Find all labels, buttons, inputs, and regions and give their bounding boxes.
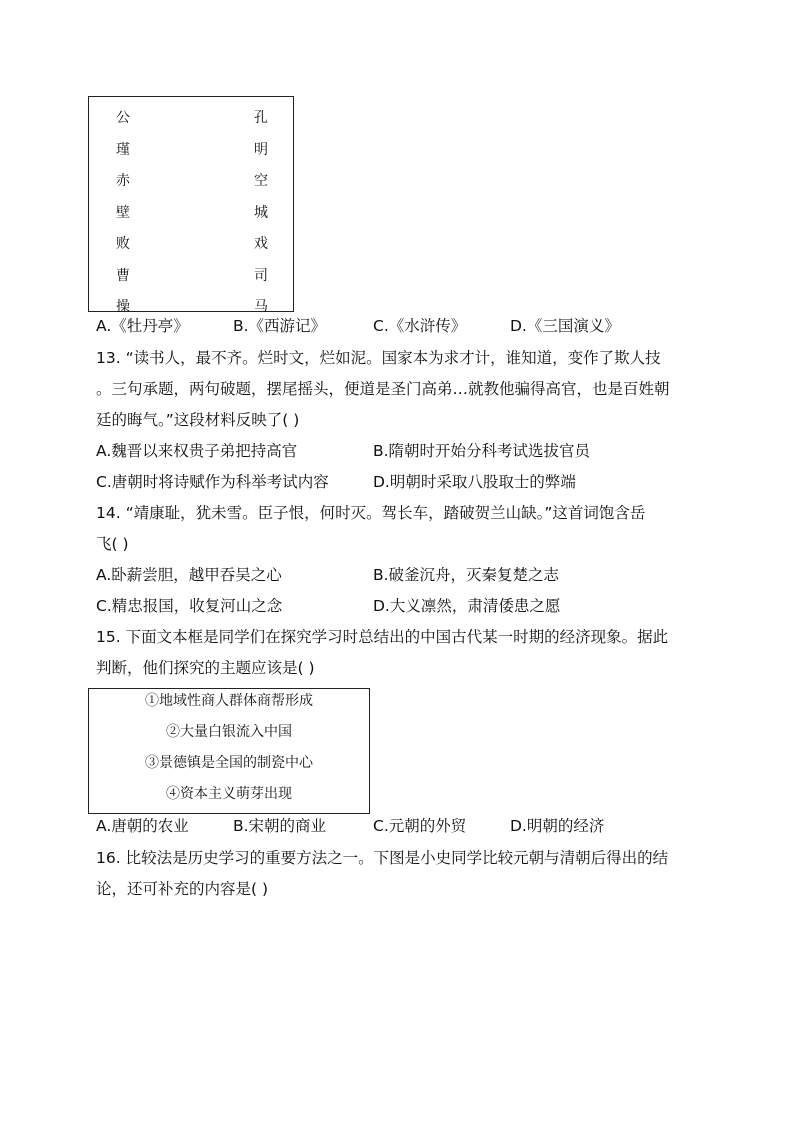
- q13-stem-line2: 。三句承题，两句破题，摆尾摇头，便道是圣门高弟…就教他骗得高官，也是百姓朝: [96, 380, 670, 398]
- couplet-char: 孔: [254, 110, 268, 126]
- couplet-char: 壁: [116, 204, 130, 221]
- couplet-char: 操: [116, 299, 130, 315]
- couplet-char: 公: [116, 110, 130, 126]
- couplet-char: 曹: [116, 267, 130, 284]
- couplet-char: 瑾: [116, 141, 130, 158]
- q12-option-c[interactable]: C.《水浒传》: [373, 317, 467, 335]
- couplet-char: 马: [254, 299, 268, 315]
- q14-option-b[interactable]: B.破釜沉舟，灭秦复楚之志: [373, 566, 560, 584]
- q14-option-d[interactable]: D.大义凛然，肃清倭患之愿: [373, 597, 561, 615]
- q15-option-c[interactable]: C.元朝的外贸: [373, 817, 467, 835]
- q13-option-c[interactable]: C.唐朝时将诗赋作为科举考试内容: [96, 473, 329, 491]
- q14-stem-line2: 飞( ): [96, 535, 129, 553]
- q15-stem-line2: 判断，他们探究的主题应该是( ): [96, 659, 315, 677]
- q13-option-a[interactable]: A.魏晋以来权贵子弟把持高官: [96, 442, 298, 460]
- q14-stem-line1: 14. “靖康耻，犹未雪。臣子恨，何时灭。驾长车，踏破贺兰山缺。”这首词饱含岳: [96, 504, 646, 522]
- q15-option-b[interactable]: B.宋朝的商业: [233, 817, 327, 835]
- q14-option-c[interactable]: C.精忠报国，收复河山之念: [96, 597, 283, 615]
- q15-option-a[interactable]: A.唐朝的农业: [96, 817, 189, 835]
- q13-stem-line1: 13. “读书人，最不齐。烂时文，烂如泥。国家本为求才计，谁知道，变作了欺人技: [96, 349, 661, 367]
- couplet-char: 司: [254, 267, 268, 284]
- q14-option-a[interactable]: A.卧薪尝胆，越甲吞吴之心: [96, 566, 282, 584]
- couplet-char: 空: [254, 173, 268, 189]
- q12-option-b[interactable]: B.《西游记》: [233, 317, 327, 335]
- couplet-char: 城: [254, 204, 268, 221]
- q15-box-item: ③景德镇是全国的制瓷中心: [145, 755, 313, 771]
- q15-box-item: ①地域性商人群体商帮形成: [145, 693, 313, 709]
- q16-stem-line2: 论，还可补充的内容是( ): [96, 880, 269, 898]
- couplet-char: 明: [254, 141, 268, 158]
- couplet-char: 赤: [116, 173, 130, 189]
- q13-stem-line3: 廷的晦气。”这段材料反映了( ): [96, 411, 300, 429]
- q15-box-item: ②大量白银流入中国: [166, 724, 292, 740]
- q12-option-a[interactable]: A.《牡丹亭》: [96, 317, 189, 335]
- couplet-box: [88, 96, 294, 315]
- q15-text-box: [88, 688, 370, 814]
- q13-option-b[interactable]: B.隋朝时开始分科考试选拔官员: [373, 442, 591, 460]
- q12-option-d[interactable]: D.《三国演义》: [510, 317, 620, 335]
- q15-option-d[interactable]: D.明朝的经济: [510, 817, 605, 835]
- q16-stem-line1: 16. 比较法是历史学习的重要方法之一。下图是小史同学比较元朝与清朝后得出的结: [96, 849, 669, 867]
- q15-stem-line1: 15. 下面文本框是同学们在探究学习时总结出的中国古代某一时期的经济现象。据此: [96, 628, 669, 646]
- couplet-char: 戏: [254, 236, 268, 252]
- q15-box-item: ④资本主义萌芽出现: [166, 786, 292, 802]
- couplet-right-column: [249, 103, 273, 324]
- q13-option-d[interactable]: D.明朝时采取八股取士的弊端: [373, 473, 576, 491]
- couplet-left-column: [111, 103, 135, 324]
- couplet-char: 败: [116, 236, 130, 252]
